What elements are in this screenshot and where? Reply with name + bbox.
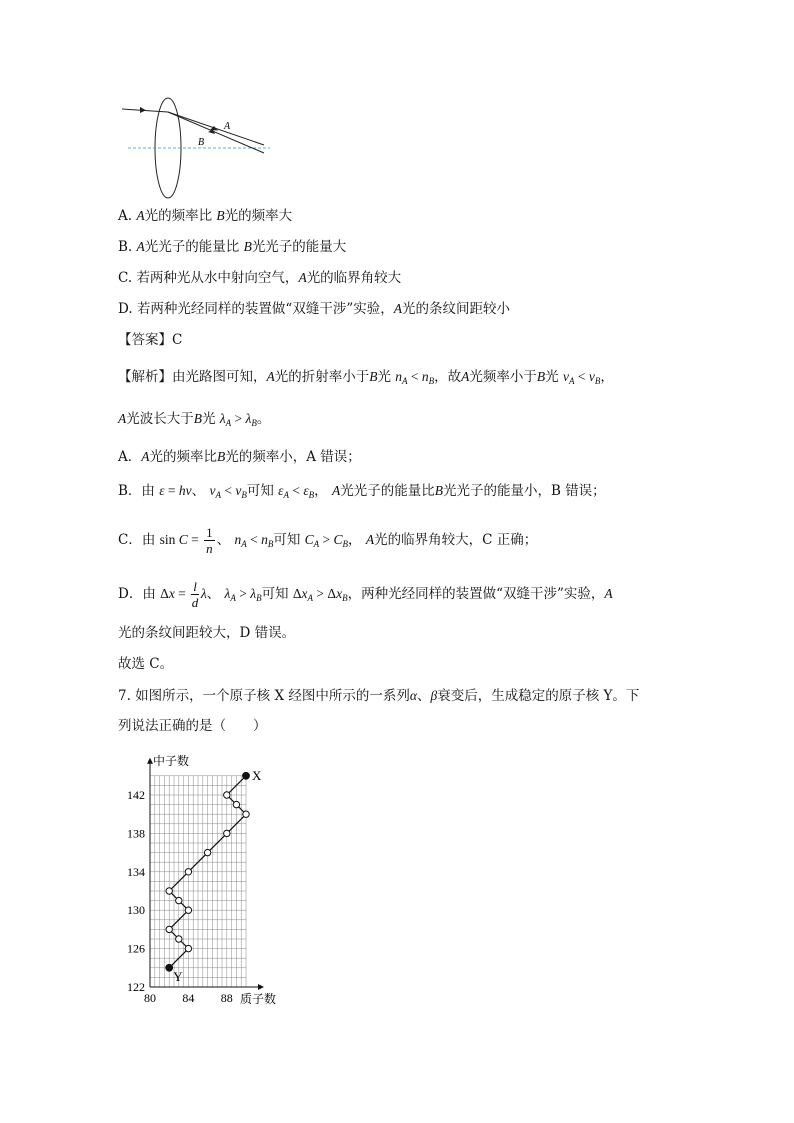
answer: 【答案】C [118,332,183,348]
analysis-c: C．由 sin C = $\frac{1}{n}$ 、 $n_A < n_B$可知 $C_A > C_B$， A光的临界角较大，C 正确； [118,525,538,557]
end-nucleus-label: Y [173,968,183,984]
formula-nu: $\nu_A < \nu_B$ [562,369,601,386]
conclusion: 故选 C。 [118,656,174,672]
analysis-b: B．由 ε = hν、 $\nu_A < \nu_B$可知 $\varepsilon_A < \varepsilon_B$， A光光子的能量比B光光子的能量小，B 错误； [118,483,606,500]
y-axis-title: 中子数 [153,753,190,768]
chart-grid [150,776,246,987]
y-tick-label: 134 [127,864,145,879]
option-b: B. A光光子的能量比 B光光子的能量大 [118,239,347,255]
option-c: C. 若两种光从水中射向空气，A光的临界角较大 [118,270,402,286]
nucleus-point-filled [166,964,173,971]
decay-chart [110,745,310,1010]
formula-lambda-compare: $\lambda_A > \lambda_B$ [224,586,262,603]
formula-nu-compare: $\nu_A < \nu_B$ [209,483,247,500]
analysis-line-1: 【解析】由光路图可知，A光的折射率小于B光 $n_A < n_B$，故A光频率小于B光 $\nu_A < \nu_B$， [118,369,614,386]
formula-lambda: $\lambda_A > \lambda_B$ [219,411,257,428]
formula-sinc: sin C = $\frac{1}{n}$ [159,525,213,557]
x-tick-label: 84 [182,991,195,1005]
formula-c-compare: $C_A > C_B$ [304,532,349,549]
analysis-a: A．A光的频率比B光的频率小，A 错误； [118,449,361,465]
formula-n-compare: $n_A < n_B$ [234,532,274,549]
nucleus-point [176,897,182,903]
analysis-d: D．由 Δx = $\frac{l}{d}$ λ、 $\lambda_A > \lambda_B$可知 $\Delta x_A > \Delta x_B$，两种光经同样的装置做“双缝干涉”实验，A [118,579,613,611]
nucleus-point [166,888,172,894]
option-a: A. A光的频率比 B光的频率大 [118,208,293,224]
nucleus-point-filled [243,772,250,779]
nucleus-point [224,792,230,798]
formula-e-compare: $\varepsilon_A < \varepsilon_B$ [278,483,315,500]
formula-n: $n_A < n_B$ [395,369,435,386]
y-tick-label: 142 [127,788,145,802]
nucleus-point [204,849,210,855]
x-tick-label: 88 [220,991,233,1005]
nucleus-point [185,907,191,913]
question-7-line-2: 列说法正确的是（ ） [118,718,267,734]
refracted-ray-b [168,112,264,153]
formula-dx-compare: $\Delta x_A > \Delta x_B$ [292,586,348,603]
y-tick-label: 122 [127,980,145,994]
question-7-line-1: 7. 如图所示，一个原子核 X 经图中所示的一系列α、β衰变后，生成稳定的原子核 Y。下 [118,688,640,704]
y-tick-label: 130 [127,903,145,918]
start-nucleus-label: X [252,767,262,783]
option-d: D. 若两种光经同样的装置做“双缝干涉”实验，A光的条纹间距较小 [118,301,510,317]
nucleus-point [166,926,172,932]
x-tick-label: 80 [144,991,156,1005]
y-tick-label: 126 [127,941,145,956]
lens-ray-diagram [118,95,278,205]
analysis-line-2: A光波长大于B光 $\lambda_A > \lambda_B$。 [118,411,271,428]
x-axis-arrow-icon [258,984,264,990]
nucleus-point [176,936,182,942]
nucleus-point [233,801,239,807]
formula-delta-x: Δx = $\frac{l}{d}$ λ [160,579,207,611]
formula-e-hv: ε = hν [159,483,192,498]
nucleus-point [224,830,230,836]
label-b: B [198,137,205,148]
label-a: A [224,121,231,132]
nucleus-point [185,945,191,951]
analysis-d-cont: 光的条纹间距较大，D 错误。 [118,625,296,641]
nucleus-point [243,811,249,817]
y-tick-label: 138 [127,826,145,841]
incident-arrow-icon [140,107,146,113]
x-axis-title: 质子数 [240,992,277,1006]
nucleus-point [185,869,191,875]
